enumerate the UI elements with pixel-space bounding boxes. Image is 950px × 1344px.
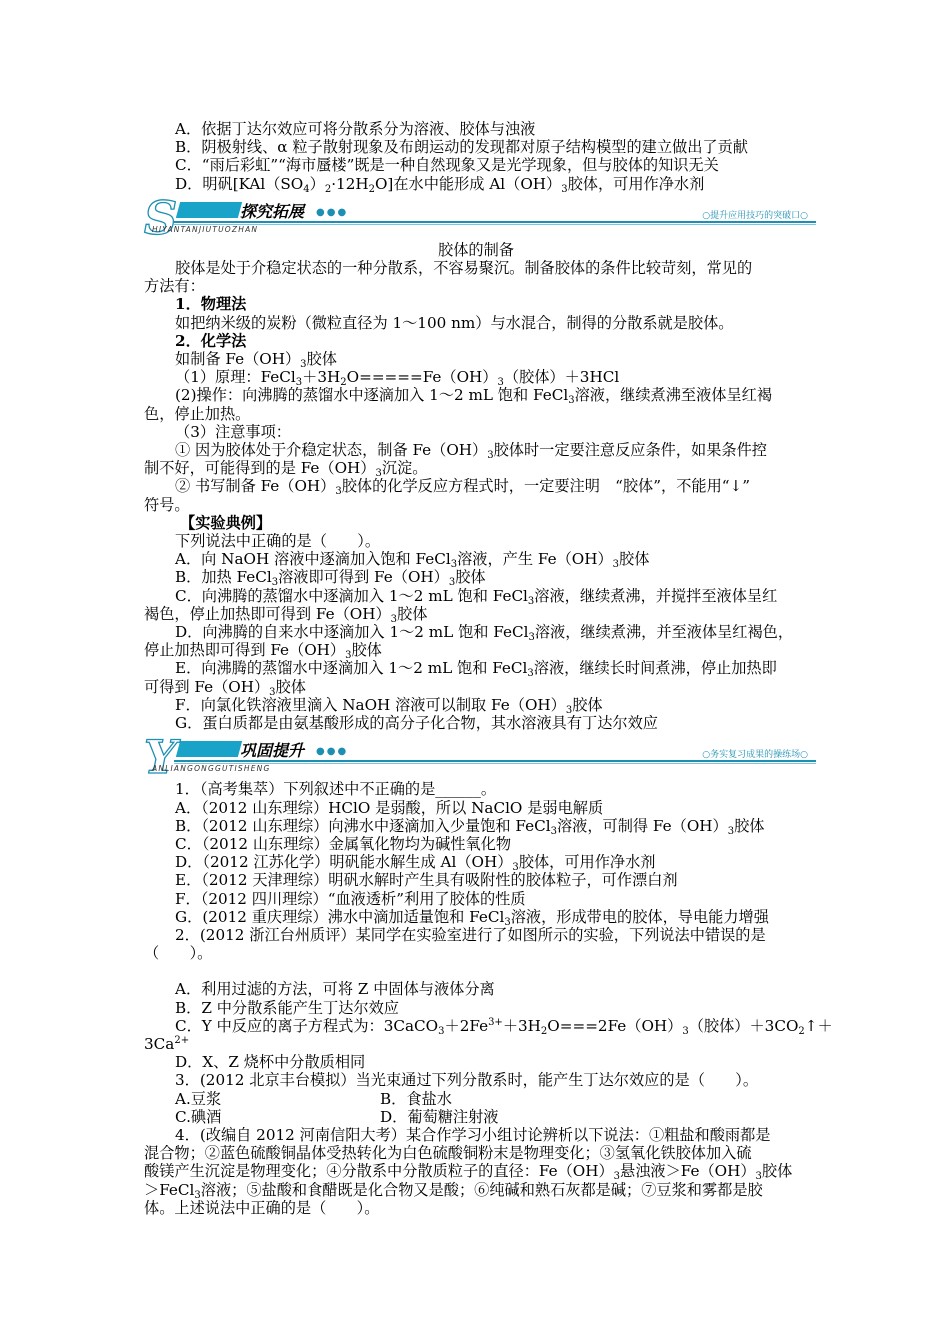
question-option: D．X、Z 烧杯中分散质相同 xyxy=(175,1053,366,1072)
question-option: A．利用过滤的方法，可将 Z 中固体与液体分离 xyxy=(175,980,495,999)
example-option: 可得到 $Fe(OH)_3$胶体 xyxy=(144,677,306,698)
note-line: 符号。 xyxy=(144,495,190,514)
question-option: B．（2012 山东理综）向沸水中逐滴加入少量饱和 FeCl$_3$溶液，可制得 $Fe(OH)_3$胶体 xyxy=(175,816,765,837)
note-line: 制不好，可能得到的是 $Fe(OH)_3$沉淀。 xyxy=(144,459,428,480)
figure-space xyxy=(144,962,808,980)
example-option: G．蛋白质都是由氨基酸形成的高分子化合物，其水溶液具有丁达尔效应 xyxy=(175,714,658,733)
intro-line: 胶体是处于介稳定状态的一种分散系，不容易聚沉。制备胶体的条件比较苛刻，常见的 xyxy=(175,259,753,278)
question-4: ＞FeCl$_3$溶液；⑤盐酸和食醋既是化合物又是酸；⑥纯碱和熟石灰都是碱；⑦豆浆和雾都是胶 xyxy=(144,1180,763,1201)
operation-line: 色，停止加热。 xyxy=(144,404,251,423)
option-c: C．“雨后彩虹”“海市蜃楼”既是一种自然现象又是光学现象，但与胶体的知识无关 xyxy=(175,156,719,175)
example-option: C．向沸腾的蒸馏水中逐滴加入 1～2 mL 饱和 FeCl$_3$溶液，继续煮沸，并搅拌至液体呈红 xyxy=(175,586,778,607)
question-option: B．Z 中分散系能产生丁达尔效应 xyxy=(175,998,399,1017)
question-2: （ ）。 xyxy=(144,944,213,963)
example-option: 停止加热即可得到 $Fe(OH)_3$胶体 xyxy=(144,641,382,662)
question-option: F．（2012 四川理综）“血液透析”利用了胶体的性质 xyxy=(175,889,526,908)
example-title: 【实验典例】 xyxy=(180,513,272,532)
example-question: 下列说法中正确的是（ ）。 xyxy=(175,532,381,551)
banner-tag: ○提升应用技巧的突破口○ xyxy=(702,210,808,221)
note-line: ① 因为胶体处于介稳定状态，制备 $Fe(OH)_3$胶体时一定要注意反应条件，如果条件控 xyxy=(175,441,767,462)
method-title: 1．物理法 xyxy=(175,295,247,314)
question-option: C．Y 中反应的离子方程式为：$3CaCO_3+2Fe^{3+}+3H_2O===2Fe(OH)_3$（胶体）$+3CO_2↑+$ xyxy=(175,1016,833,1037)
question-option: C．（2012 山东理综）金属氧化物均为碱性氧化物 xyxy=(175,834,512,853)
question-4: 4．(改编自 2012 河南信阳大考）某合作学习小组讨论辨析以下说法：①粗盐和酸雨都是 xyxy=(175,1125,771,1144)
example-option: D．向沸腾的自来水中逐滴加入 1～2 mL 饱和 FeCl$_3$溶液，继续煮沸，并至液体呈红褐色， xyxy=(175,623,794,644)
question-options-row: A.豆浆 B．食盐水 xyxy=(175,1089,452,1108)
question-option: D．（2012 江苏化学）明矾能水解生成 $Al(OH)_3$胶体，可用作净水剂 xyxy=(175,853,656,874)
method-text: 如把纳米级的炭粉（微粒直径为 1～100 nm）与水混合，制得的分散系就是胶体。 xyxy=(175,313,734,332)
banner-tag: ○务实复习成果的操练场○ xyxy=(702,750,808,761)
method-title: 2．化学法 xyxy=(175,331,247,350)
banner-rule-thin xyxy=(174,224,816,225)
banner-letter-y: Y xyxy=(144,730,177,785)
document-page xyxy=(144,120,833,1217)
option-a: A．依据丁达尔效应可将分散系分为溶液、胶体与浊液 xyxy=(175,120,536,138)
method-text: 如制备 $Fe(OH)_3$胶体 xyxy=(175,350,337,371)
banner-title: 巩固提升 xyxy=(240,741,305,761)
section-banner-consolidate xyxy=(144,730,808,785)
principle-line: （1）原理：$FeCl_3+3H_2O=====Fe(OH)_3$（胶体）＋3HCl xyxy=(175,368,620,389)
question-option: G．(2012 重庆理综）沸水中滴加适量饱和 FeCl$_3$溶液，形成带电的胶体，导电能力增强 xyxy=(175,907,769,928)
question-options-row: C.碘酒 D．葡萄糖注射液 xyxy=(175,1107,499,1126)
question-option: A．（2012 山东理综）HClO 是弱酸，所以 NaClO 是弱电解质 xyxy=(175,798,604,817)
question-1: 1．（高考集萃）下列叙述中不正确的是______。 xyxy=(175,780,497,799)
section-title: 胶体的制备 xyxy=(438,240,514,259)
example-option: A．向 NaOH 溶液中逐滴加入饱和 FeCl$_3$溶液，产生 $Fe(OH)_3$胶体 xyxy=(175,550,650,571)
banner-pinyin: ANLIANGONGGUTISHENG xyxy=(152,764,271,774)
question-option: E．（2012 天津理综）明矾水解时产生具有吸附性的胶体粒子，可作漂白剂 xyxy=(175,871,678,890)
question-4: 体。上述说法中正确的是（ ）。 xyxy=(144,1198,380,1217)
section-banner-explore xyxy=(144,190,808,245)
intro-line: 方法有： xyxy=(144,277,205,296)
example-option: B．加热 FeCl$_3$溶液即可得到 $Fe(OH)_3$胶体 xyxy=(175,568,486,589)
option-b: B．阴极射线、α 粒子散射现象及布朗运动的发现都对原子结构模型的建立做出了贡献 xyxy=(175,138,748,157)
banner-dots: ●●● xyxy=(316,206,349,218)
example-option: F．向氯化铁溶液里滴入 NaOH 溶液可以制取 $Fe(OH)_3$胶体 xyxy=(175,695,603,716)
example-option: 褐色，停止加热即可得到 $Fe(OH)_3$胶体 xyxy=(144,604,428,625)
banner-dots: ●●● xyxy=(316,746,349,758)
operation-line: (2)操作：向沸腾的蒸馏水中逐滴加入 1～2 mL 饱和 FeCl$_3$溶液，继续煮沸至液体呈红褐 xyxy=(175,386,772,407)
question-2: 2．(2012 浙江台州质评）某同学在实验室进行了如图所示的实验，下列说法中错误的是 xyxy=(175,925,766,944)
note-line: ② 书写制备 $Fe(OH)_3$胶体的化学反应方程式时，一定要注明 “胶体”，不能用“↓” xyxy=(175,477,751,498)
banner-letter-s: S xyxy=(144,190,178,245)
notes-title: （3）注意事项： xyxy=(175,422,291,441)
question-4: 酸镁产生沉淀是物理变化；④分散系中分散质粒子的直径：$Fe(OH)_3$悬浊液$>Fe(OH)_3$胶体 xyxy=(144,1162,793,1183)
question-option: $3Ca^{2+}$ xyxy=(144,1034,190,1053)
example-option: E．向沸腾的蒸馏水中逐滴加入 1～2 mL 饱和 FeCl$_3$溶液，继续长时间煮沸，停止加热即 xyxy=(175,659,777,680)
banner-pinyin: HIYANTANJIUTUOZHAN xyxy=(152,224,259,234)
question-3: 3．(2012 北京丰台模拟）当光束通过下列分散系时，能产生丁达尔效应的是（ ）。 xyxy=(175,1071,759,1090)
banner-title: 探究拓展 xyxy=(240,201,305,221)
question-4: 混合物；②蓝色硫酸铜晶体受热转化为白色硫酸铜粉末是物理变化；③氢氧化铁胶体加入硫 xyxy=(144,1144,752,1163)
option-d: D．明矾$[KAl(SO_4)_2\cdot 12H_2O]$在水中能形成 $Al(OH)_3$胶体，可用作净水剂 xyxy=(175,174,705,195)
